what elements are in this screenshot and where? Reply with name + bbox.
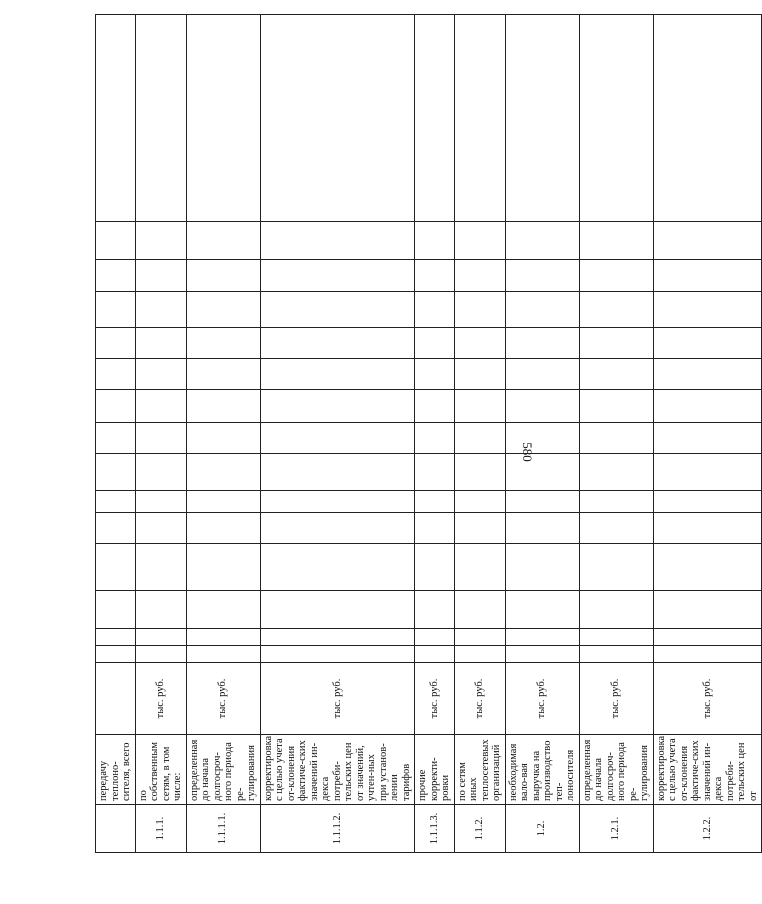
table-row xyxy=(260,15,415,853)
empty-cell xyxy=(579,260,653,292)
empty-cell xyxy=(415,15,455,222)
empty-cell xyxy=(454,292,505,328)
empty-cell xyxy=(135,591,186,629)
table-row xyxy=(415,15,455,853)
empty-cell xyxy=(653,15,762,222)
row-description: по сетям иных теплосетевых организаций xyxy=(454,735,505,805)
empty-cell xyxy=(454,390,505,423)
empty-cell xyxy=(579,591,653,629)
empty-cell xyxy=(260,454,415,491)
row-number: 1.1.1. xyxy=(135,805,186,853)
empty-cell xyxy=(415,222,455,260)
row-unit: тыс. руб. xyxy=(135,663,186,735)
empty-cell xyxy=(186,328,260,359)
empty-cell xyxy=(505,423,579,454)
empty-cell xyxy=(135,292,186,328)
empty-cell xyxy=(415,591,455,629)
empty-cell xyxy=(135,260,186,292)
empty-cell xyxy=(135,646,186,663)
empty-cell xyxy=(260,646,415,663)
empty-cell xyxy=(505,390,579,423)
empty-cell xyxy=(653,359,762,390)
empty-cell xyxy=(653,646,762,663)
empty-cell xyxy=(454,629,505,646)
empty-cell xyxy=(454,222,505,260)
empty-cell xyxy=(260,260,415,292)
empty-cell xyxy=(579,544,653,591)
empty-cell xyxy=(415,646,455,663)
empty-cell xyxy=(96,328,136,359)
empty-cell xyxy=(579,222,653,260)
empty-cell xyxy=(260,390,415,423)
empty-cell xyxy=(454,260,505,292)
empty-cell xyxy=(135,423,186,454)
row-description: прочие корректи-ровки xyxy=(415,735,455,805)
empty-cell xyxy=(579,454,653,491)
empty-cell xyxy=(653,513,762,544)
empty-cell xyxy=(96,646,136,663)
row-unit: тыс. руб. xyxy=(653,663,762,735)
empty-cell xyxy=(505,544,579,591)
row-number: 1.1.1.1. xyxy=(186,805,260,853)
row-number: 1.2.2. xyxy=(653,805,762,853)
empty-cell xyxy=(260,359,415,390)
table-row xyxy=(186,15,260,853)
empty-cell xyxy=(454,359,505,390)
empty-cell xyxy=(653,328,762,359)
row-description: корректировка с целью учета от-клонения фактиче-ских значений ин-декса потреби-тельских цен от значений, учтен-ных при установ-лении тарифов xyxy=(260,735,415,805)
empty-cell xyxy=(260,591,415,629)
empty-cell xyxy=(186,222,260,260)
empty-cell xyxy=(653,544,762,591)
empty-cell xyxy=(186,454,260,491)
row-unit: тыс. руб. xyxy=(260,663,415,735)
table-row xyxy=(653,15,762,853)
row-description: передачу теплоно-сителя, всего xyxy=(96,735,136,805)
empty-cell xyxy=(135,513,186,544)
empty-cell xyxy=(186,513,260,544)
empty-cell xyxy=(653,491,762,513)
row-number: 1.1.1.3. xyxy=(415,805,455,853)
empty-cell xyxy=(186,646,260,663)
empty-cell xyxy=(653,591,762,629)
empty-cell xyxy=(653,390,762,423)
empty-cell xyxy=(454,513,505,544)
empty-cell xyxy=(186,260,260,292)
empty-cell xyxy=(186,359,260,390)
table-row xyxy=(505,15,579,853)
tariff-table xyxy=(95,14,762,853)
table-row xyxy=(579,15,653,853)
empty-cell xyxy=(96,491,136,513)
empty-cell xyxy=(579,15,653,222)
empty-cell xyxy=(186,629,260,646)
empty-cell xyxy=(579,423,653,454)
empty-cell xyxy=(260,544,415,591)
empty-cell xyxy=(415,491,455,513)
empty-cell xyxy=(96,423,136,454)
empty-cell xyxy=(415,390,455,423)
empty-cell xyxy=(454,454,505,491)
empty-cell xyxy=(96,591,136,629)
empty-cell xyxy=(135,15,186,222)
empty-cell xyxy=(96,260,136,292)
empty-cell xyxy=(505,491,579,513)
empty-cell xyxy=(505,260,579,292)
empty-cell xyxy=(260,629,415,646)
empty-cell xyxy=(653,260,762,292)
empty-cell xyxy=(505,513,579,544)
row-description: по собственным сетям, в том числе: xyxy=(135,735,186,805)
empty-cell xyxy=(135,544,186,591)
row-number: 1.2. xyxy=(505,805,579,853)
empty-cell xyxy=(505,629,579,646)
empty-cell xyxy=(96,454,136,491)
empty-cell xyxy=(454,328,505,359)
empty-cell xyxy=(505,15,579,222)
empty-cell xyxy=(96,390,136,423)
empty-cell xyxy=(260,222,415,260)
empty-cell xyxy=(653,423,762,454)
empty-cell xyxy=(579,491,653,513)
empty-cell xyxy=(579,629,653,646)
rotated-table-wrapper xyxy=(95,35,759,853)
empty-cell xyxy=(653,292,762,328)
empty-cell xyxy=(653,222,762,260)
empty-cell xyxy=(415,292,455,328)
empty-cell xyxy=(96,513,136,544)
empty-cell xyxy=(186,15,260,222)
row-unit: тыс. руб. xyxy=(579,663,653,735)
empty-cell xyxy=(505,454,579,491)
empty-cell xyxy=(135,629,186,646)
empty-cell xyxy=(454,544,505,591)
empty-cell xyxy=(579,390,653,423)
empty-cell xyxy=(505,359,579,390)
empty-cell xyxy=(415,260,455,292)
row-unit: тыс. руб. xyxy=(415,663,455,735)
empty-cell xyxy=(186,544,260,591)
row-number: 1.2.1. xyxy=(579,805,653,853)
empty-cell xyxy=(260,15,415,222)
empty-cell xyxy=(415,454,455,491)
empty-cell xyxy=(186,292,260,328)
row-unit xyxy=(96,663,136,735)
table-row xyxy=(96,15,136,853)
empty-cell xyxy=(505,591,579,629)
empty-cell xyxy=(186,423,260,454)
empty-cell xyxy=(454,591,505,629)
empty-cell xyxy=(96,15,136,222)
empty-cell xyxy=(415,629,455,646)
empty-cell xyxy=(454,15,505,222)
empty-cell xyxy=(653,629,762,646)
row-description: определенная до начала долгосроч-ного периода ре-гулирования xyxy=(579,735,653,805)
empty-cell xyxy=(415,328,455,359)
empty-cell xyxy=(653,454,762,491)
empty-cell xyxy=(415,513,455,544)
empty-cell xyxy=(96,544,136,591)
row-description: определенная до начала долгосроч-ного периода ре-гулирования xyxy=(186,735,260,805)
empty-cell xyxy=(505,292,579,328)
empty-cell xyxy=(579,328,653,359)
empty-cell xyxy=(260,328,415,359)
empty-cell xyxy=(260,292,415,328)
empty-cell xyxy=(505,646,579,663)
row-description: корректировка с целью учета от-клонения фактиче-ских значений ин-декса потреби-тельских цен от xyxy=(653,735,762,805)
empty-cell xyxy=(96,359,136,390)
empty-cell xyxy=(454,491,505,513)
page-number: 580 xyxy=(520,442,535,462)
empty-cell xyxy=(186,591,260,629)
row-unit: тыс. руб. xyxy=(505,663,579,735)
empty-cell xyxy=(135,328,186,359)
empty-cell xyxy=(260,513,415,544)
empty-cell xyxy=(260,491,415,513)
empty-cell xyxy=(96,629,136,646)
empty-cell xyxy=(579,646,653,663)
empty-cell xyxy=(135,222,186,260)
row-description: необходимая вало-вая выручка на производство теп-лоносителя xyxy=(505,735,579,805)
empty-cell xyxy=(96,222,136,260)
row-number: 1.1.1.2. xyxy=(260,805,415,853)
empty-cell xyxy=(579,292,653,328)
empty-cell xyxy=(186,390,260,423)
empty-cell xyxy=(260,423,415,454)
empty-cell xyxy=(415,359,455,390)
empty-cell xyxy=(135,491,186,513)
empty-cell xyxy=(454,646,505,663)
row-unit: тыс. руб. xyxy=(454,663,505,735)
row-number xyxy=(96,805,136,853)
table-row xyxy=(135,15,186,853)
empty-cell xyxy=(454,423,505,454)
empty-cell xyxy=(135,359,186,390)
empty-cell xyxy=(579,513,653,544)
empty-cell xyxy=(135,390,186,423)
row-number: 1.1.2. xyxy=(454,805,505,853)
empty-cell xyxy=(505,222,579,260)
empty-cell xyxy=(186,491,260,513)
empty-cell xyxy=(96,292,136,328)
empty-cell xyxy=(505,328,579,359)
table-row xyxy=(454,15,505,853)
empty-cell xyxy=(579,359,653,390)
row-unit: тыс. руб. xyxy=(186,663,260,735)
empty-cell xyxy=(415,423,455,454)
empty-cell xyxy=(415,544,455,591)
empty-cell xyxy=(135,454,186,491)
